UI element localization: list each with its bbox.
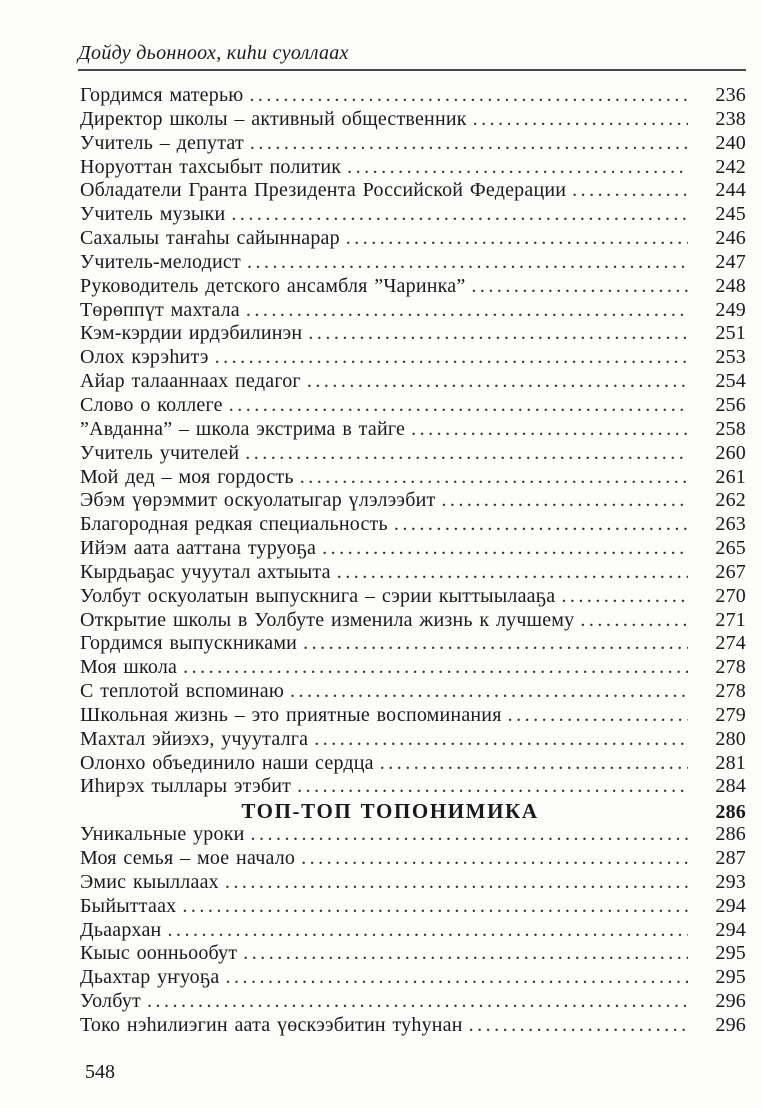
toc-entry [80,919,746,943]
toc-entry [80,609,746,633]
toc-entry [80,847,746,871]
dot-leader [183,656,688,679]
dot-leader [394,513,688,536]
dot-leader [580,609,688,632]
toc-entry-title: Моя семья – мое начало [80,847,296,869]
toc-entry-page-number: 260 [715,441,746,464]
dot-leader [250,132,688,155]
toc-entry-page-number: 278 [715,680,746,703]
running-header-title: Дойду дьонноох, киһи суоллаах [78,42,349,64]
dot-leader [411,418,688,441]
toc-entry-title: Руководитель детского ансамбля ”Чаринка” [80,274,466,297]
toc-entry-page-number: 267 [715,560,746,583]
toc-entry [80,990,746,1014]
toc-section-heading [80,799,746,823]
toc-entry-page-number: 294 [715,894,746,917]
dot-leader [167,919,688,942]
running-header [78,42,746,71]
toc-entry-page-number: 271 [715,608,746,631]
toc-entry-page-number: 240 [715,131,746,154]
dot-leader [147,990,688,1013]
toc-entry [80,489,746,513]
toc-entry [80,728,746,752]
toc-entry [80,227,746,251]
toc-entry-page-number: 251 [715,322,746,345]
toc-entry-title: Учитель учителей [80,441,240,464]
toc-entry-title: Кырдьаҕас учуутал ахтыыта [80,560,331,583]
toc-entry-title: Директор школы – активный общественник [80,107,467,130]
toc-entry [80,513,746,537]
toc-entry-page-number: 278 [715,656,746,679]
toc-entry-title: Уникальные уроки [80,823,245,846]
toc-entry [80,895,746,919]
toc-entry-title: Айар талааннаах педагог [80,370,301,393]
dot-leader [347,156,688,179]
toc-entry-page-number: 286 [715,823,746,846]
toc-entry-page-number: 294 [715,918,746,941]
toc-entry [80,537,746,561]
dot-leader [322,537,688,560]
dot-leader [307,370,688,393]
toc-entry-title: Учитель музыки [80,203,226,226]
toc-entry-title: Школьная жизнь – это приятные воспоминания [80,703,502,726]
toc-entry [80,299,746,323]
toc-entry-page-number: 270 [715,584,746,607]
toc-entry-page-number: 246 [715,227,746,250]
toc-entry-page-number: 247 [715,250,746,273]
dot-leader [225,871,688,894]
toc-entry-page-number: 245 [715,203,746,226]
toc-entry [80,966,746,990]
toc-entry-title: Эбэм үөрэммит оскуолатыгар үлэлээбит [80,489,436,512]
toc-entry-title: Эмис кыыллаах [80,870,219,893]
dot-leader [231,203,688,226]
toc-entry-page-number: 293 [715,870,746,893]
dot-leader [290,680,688,703]
dot-leader [182,895,688,918]
dot-leader [561,585,688,608]
toc-entry [80,179,746,203]
dot-leader [314,728,688,751]
toc-entry-page-number: 263 [715,513,746,536]
dot-leader [572,179,688,202]
toc-entry [80,1014,746,1038]
toc-entry-page-number: 295 [715,966,746,989]
dot-leader [215,346,688,369]
toc-entry-title: Уолбут оскуолатын выпускнига – сэрии кыттыылааҕа [80,584,556,607]
toc-entry-page-number: 248 [715,274,746,297]
dot-leader [247,251,688,274]
toc-entry [80,823,746,847]
toc-entry [80,84,746,108]
toc-entry [80,370,746,394]
toc-entry-page-number: 265 [715,537,746,560]
toc-entry [80,704,746,728]
dot-leader [441,489,688,512]
dot-leader [337,561,688,584]
folio-page-number: 548 [85,1061,115,1083]
toc-entry-title: Махтал эйиэхэ, учууталга [80,727,309,750]
toc-entry-page-number: 253 [715,346,746,369]
toc-entry-title: С теплотой вспоминаю [80,680,284,703]
toc-entry-page-number: 262 [715,489,746,512]
toc-entry-title: Благородная редкая специальность [80,513,388,536]
toc-entry-title: Олонхо объединило наши сердца [80,751,374,774]
toc-entry [80,442,746,466]
toc-entry-title: Дьаархан [80,918,162,941]
toc-entry-title: Төрөппүт махтала [80,298,240,321]
toc-entry-page-number: 295 [715,942,746,965]
toc-entry-page-number: 249 [715,298,746,321]
toc-entry [80,203,746,227]
toc-entry-title: Кэм-кэрдии ирдэбилинэн [80,322,303,345]
toc-entry-title: Слово о коллеге [80,393,223,416]
page-footer [85,1061,115,1084]
toc-entry-title: Быйыттаах [80,894,177,917]
toc-entry-page-number: 244 [715,179,746,202]
toc-entry [80,871,746,895]
toc-entry [80,322,746,346]
dot-leader [471,275,688,298]
toc-entry-page-number: 279 [715,703,746,726]
toc-entry-page-number: 280 [715,727,746,750]
dot-leader [249,84,688,107]
dot-leader [346,227,688,250]
toc-entry-title: Сахалыы таҥаһы сайыннарар [80,227,340,250]
toc-entry [80,418,746,442]
dot-leader [469,1014,688,1037]
toc-entry-page-number: 287 [715,847,746,869]
toc-entry-title: Гордимся выпускниками [80,632,298,655]
dot-leader [251,823,688,846]
toc-entry [80,656,746,680]
toc-entry [80,466,746,490]
toc-entry [80,346,746,370]
toc-entry-title: Дьахтар уҥуоҕа [80,966,220,989]
toc-entry-title: Мой дед – моя гордость [80,465,294,488]
toc-entry-page-number: 261 [715,465,746,488]
dot-leader [508,704,688,727]
dot-leader [473,108,688,131]
dot-leader [243,942,688,965]
toc-entry-page-number: 296 [715,990,746,1013]
dot-leader [245,442,688,465]
toc-entry-title: Кыыс оонньообут [80,942,238,965]
toc-entry-title: Учитель – депутат [80,131,244,154]
dot-leader [303,632,688,655]
dot-leader [246,299,688,322]
dot-leader [225,966,688,989]
toc-list [80,84,746,1038]
toc-entry-page-number: 274 [715,632,746,655]
toc-entry [80,585,746,609]
toc-entry [80,394,746,418]
toc-entry [80,132,746,156]
toc-entry-title: ”Авданна” – школа экстрима в тайге [80,417,406,440]
toc-entry-title: Норуоттан тахсыбыт политик [80,155,342,178]
toc-entry-page-number: 256 [715,393,746,416]
toc-entry [80,561,746,585]
toc-entry [80,752,746,776]
toc-entry-title: Олох кэрэһитэ [80,346,209,369]
toc-entry [80,775,746,799]
toc-entry [80,251,746,275]
dot-leader [300,466,688,489]
toc-entry-title: Открытие школы в Уолбуте изменила жизнь к лучшему [80,608,575,631]
toc-entry-title: Гордимся матерью [80,84,244,106]
toc-entry-page-number: 284 [715,775,746,798]
toc-entry [80,632,746,656]
toc-entry-page-number: 236 [715,84,746,106]
toc-entry-title: Иһирэх тыллары этэбит [80,775,292,798]
toc-entry-title: Обладатели Гранта Президента Российской Федерации [80,179,567,202]
dot-leader [229,394,688,417]
toc-entry-page-number: 296 [715,1013,746,1036]
toc-entry-page-number: 286 [715,801,746,824]
toc-entry [80,156,746,180]
toc-entry-title: Ийэм аата ааттана туруоҕа [80,537,317,560]
dot-leader [308,322,688,345]
toc-entry-page-number: 254 [715,370,746,393]
toc-entry-title: ТОП-ТОП ТОПОНИМИКА [241,799,539,824]
toc-entry [80,108,746,132]
toc-entry-title: Моя школа [80,656,178,679]
toc-entry-page-number: 238 [715,107,746,130]
toc-entry [80,275,746,299]
toc-entry-page-number: 281 [715,751,746,774]
toc-entry [80,680,746,704]
dot-leader [297,775,688,798]
toc-entry [80,942,746,966]
dot-leader [301,847,688,870]
toc-entry-title: Токо нэһилиэгин аата үөскээбитин туһунан [80,1013,463,1036]
toc-entry-page-number: 242 [715,155,746,178]
dot-leader [380,752,688,775]
toc-entry-title: Учитель-мелодист [80,250,241,273]
toc-entry-page-number: 258 [715,417,746,440]
toc-entry-title: Уолбут [80,990,141,1013]
